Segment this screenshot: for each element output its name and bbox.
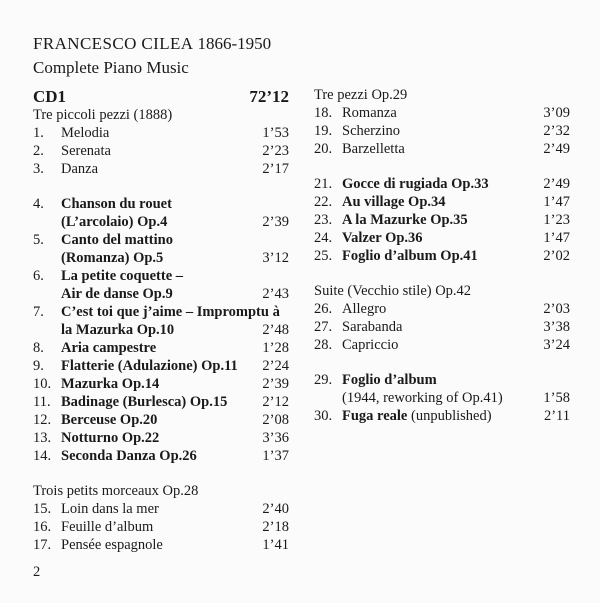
track-16: 16. Feuille d’album 2’18 — [33, 519, 289, 535]
track-21: 21. Gocce di rugiada Op.33 2’49 — [314, 176, 570, 192]
track-14: 14. Seconda Danza Op.26 1’37 — [33, 448, 289, 464]
track-title: Gocce di rugiada Op.33 — [342, 176, 489, 192]
track-25: 25. Foglio d’album Op.41 2’02 — [314, 248, 570, 264]
track-19: 19. Scherzino 2’32 — [314, 123, 570, 139]
track-title: Pensée espagnole — [61, 537, 163, 553]
track-duration: 3’09 — [543, 105, 570, 121]
header — [33, 33, 271, 79]
track-duration: 3’36 — [262, 430, 289, 446]
group-title-trois-petits-morceaux: Trois petits morceaux Op.28 — [33, 483, 199, 499]
track-duration: 2’03 — [543, 301, 570, 317]
track-title: Notturno Op.22 — [61, 430, 160, 446]
track-4: 4. Chanson du rouet — [33, 196, 172, 212]
cd-header — [33, 86, 289, 106]
track-duration: 3’12 — [262, 250, 289, 266]
track-29: 29. Foglio d’album — [314, 372, 437, 388]
track-title-cont: la Mazurka Op.10 — [61, 322, 175, 338]
track-title: Allegro — [342, 301, 387, 317]
group-year: (1888) — [133, 107, 173, 123]
track-title: Chanson du rouet — [61, 196, 172, 212]
track-title: Sarabanda — [342, 319, 403, 335]
track-duration: 2’18 — [262, 519, 289, 535]
track-24: 24. Valzer Op.36 1’47 — [314, 230, 570, 246]
track-28: 28. Capriccio 3’24 — [314, 337, 570, 353]
track-9: 9. Flatterie (Adulazione) Op.11 2’24 — [33, 358, 289, 374]
track-17: 17. Pensée espagnole 1’41 — [33, 537, 289, 553]
track-duration: 2’08 — [262, 412, 289, 428]
track-5-cont — [33, 249, 289, 267]
track-duration: 3’38 — [543, 319, 570, 335]
track-3: 3. Danza 2’17 — [33, 161, 289, 177]
track-title: Capriccio — [342, 337, 399, 353]
track-duration: 1’23 — [543, 212, 570, 228]
track-duration: 2’12 — [262, 394, 289, 410]
track-title: A la Mazurke Op.35 — [342, 212, 468, 228]
track-duration: 2’32 — [543, 123, 570, 139]
track-title-cont: (Romanza) Op.5 — [61, 250, 164, 266]
track-title: Romanza — [342, 105, 397, 121]
right-column — [314, 86, 570, 425]
track-duration: 1’47 — [543, 194, 570, 210]
track-7: 7. C’est toi que j’aime – Impromptu à — [33, 304, 280, 320]
track-title: Mazurka Op.14 — [61, 376, 160, 392]
track-duration: 1’53 — [262, 125, 289, 141]
track-note: (1944, reworking of Op.41) — [342, 390, 503, 406]
track-1: 1. Melodia 1’53 — [33, 125, 289, 141]
track-22: 22. Au village Op.34 1’47 — [314, 194, 570, 210]
track-duration: 1’37 — [262, 448, 289, 464]
track-8: 8. Aria campestre 1’28 — [33, 340, 289, 356]
track-note: (unpublished) — [411, 408, 492, 424]
track-duration: 1’58 — [543, 390, 570, 406]
track-duration: 3’24 — [543, 337, 570, 353]
track-title: Valzer Op.36 — [342, 230, 423, 246]
track-7-cont — [33, 321, 289, 339]
track-title: Badinage (Burlesca) Op.15 — [61, 394, 228, 410]
track-title: Danza — [61, 161, 99, 177]
track-title: Scherzino — [342, 123, 400, 139]
track-20: 20. Barzelletta 2’49 — [314, 141, 570, 157]
track-duration: 2’24 — [262, 358, 289, 374]
track-title: Barzelletta — [342, 141, 405, 157]
cd-total-duration: 72’12 — [249, 87, 289, 106]
track-title: Melodia — [61, 125, 110, 141]
track-title: Feuille d’album — [61, 519, 154, 535]
track-13: 13. Notturno Op.22 3’36 — [33, 430, 289, 446]
album-subtitle: Complete Piano Music — [33, 58, 189, 77]
track-duration: 1’47 — [543, 230, 570, 246]
track-29-cont — [314, 389, 570, 407]
track-5: 5. Canto del mattino — [33, 232, 173, 248]
track-duration: 2’39 — [262, 214, 289, 230]
track-title: C’est toi que j’aime – Impromptu à — [61, 304, 280, 320]
track-duration: 2’40 — [262, 501, 289, 517]
group-title-tre-pezzi: Tre pezzi Op.29 — [314, 87, 408, 103]
track-6: 6. La petite coquette – — [33, 268, 184, 284]
track-duration: 2’49 — [543, 176, 570, 192]
track-4-cont — [33, 213, 289, 231]
track-duration: 2’39 — [262, 376, 289, 392]
track-title: Aria campestre — [61, 340, 157, 356]
group-title-suite-vecchio-stile: Suite (Vecchio stile) Op.42 — [314, 283, 472, 299]
track-duration: 2’48 — [262, 322, 289, 338]
track-6-cont — [33, 285, 289, 303]
track-title: Foglio d’album Op.41 — [342, 248, 478, 264]
track-duration: 2’49 — [543, 141, 570, 157]
track-title: La petite coquette – — [61, 268, 184, 284]
track-2: 2. Serenata 2’23 — [33, 143, 289, 159]
track-18: 18. Romanza 3’09 — [314, 105, 570, 121]
cd-label: CD1 — [33, 87, 67, 106]
track-duration: 2’23 — [262, 143, 289, 159]
track-duration: 1’28 — [262, 340, 289, 356]
track-title-cont: (L’arcolaio) Op.4 — [61, 214, 168, 230]
track-duration: 2’11 — [543, 408, 570, 424]
track-title: Au village Op.34 — [342, 194, 446, 210]
track-23: 23. A la Mazurke Op.35 1’23 — [314, 212, 570, 228]
page-number: 2 — [33, 564, 41, 580]
composer-name: FRANCESCO CILEA — [33, 34, 194, 53]
track-title: Berceuse Op.20 — [61, 412, 158, 428]
track-27: 27. Sarabanda 3’38 — [314, 319, 570, 335]
composer-dates: 1866-1950 — [197, 34, 272, 53]
track-duration: 2’17 — [262, 161, 289, 177]
track-title: Canto del mattino — [61, 232, 173, 248]
composer-line — [33, 33, 271, 55]
track-10: 10. Mazurka Op.14 2’39 — [33, 376, 289, 392]
track-duration: 2’02 — [543, 248, 570, 264]
left-column — [33, 86, 289, 554]
track-title: Loin dans la mer — [61, 501, 159, 517]
track-30: 30. Fuga reale (unpublished) 2’11 — [314, 408, 570, 424]
group-title-tre-piccoli-pezzi: Tre piccoli pezzi (1888) — [33, 107, 173, 123]
track-title-cont: Air de danse Op.9 — [61, 286, 173, 302]
track-title: Seconda Danza Op.26 — [61, 448, 197, 464]
track-duration: 1’41 — [262, 537, 289, 553]
track-26: 26. Allegro 2’03 — [314, 301, 570, 317]
track-title: Serenata — [61, 143, 111, 159]
track-duration: 2’43 — [262, 286, 289, 302]
track-11: 11. Badinage (Burlesca) Op.15 2’12 — [33, 394, 289, 410]
track-title: Foglio d’album — [342, 372, 437, 388]
track-title: Flatterie (Adulazione) Op.11 — [61, 358, 238, 374]
track-title: Fuga reale — [342, 408, 408, 424]
track-12: 12. Berceuse Op.20 2’08 — [33, 412, 289, 428]
track-15: 15. Loin dans la mer 2’40 — [33, 501, 289, 517]
